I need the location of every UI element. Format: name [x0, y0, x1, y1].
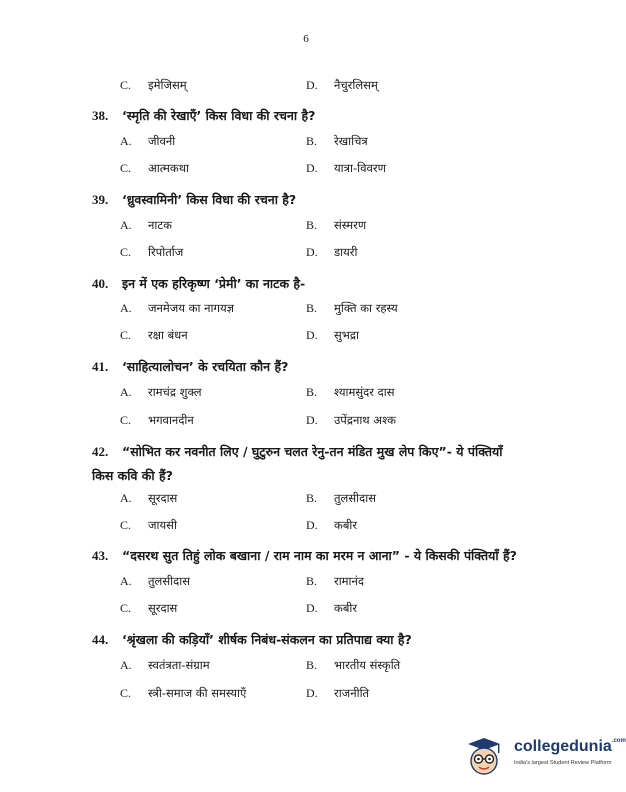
- question-number: 43.: [92, 548, 109, 563]
- option-text: कबीर: [334, 518, 358, 532]
- option-text: श्यामसुंदर दास: [334, 385, 395, 399]
- option-row: [0, 601, 612, 619]
- option-c: [120, 328, 188, 343]
- option-letter: A.: [120, 491, 132, 505]
- option-d: [306, 601, 357, 616]
- option-row: [0, 78, 612, 96]
- option-row: [0, 491, 612, 509]
- question-text: “दसरथ सुत तिहुं लोक बखाना / राम नाम का मरम न आना” - ये किसकी पंक्तियाँ हैं?: [122, 548, 517, 563]
- option-letter: D.: [306, 78, 318, 92]
- option-c: [120, 161, 189, 176]
- option-d: [306, 686, 369, 701]
- option-text: राजनीति: [334, 686, 370, 700]
- option-letter: C.: [120, 686, 132, 700]
- option-d: [306, 413, 396, 428]
- option-letter: C.: [120, 245, 132, 259]
- question-number: 38.: [92, 108, 109, 123]
- option-d: [306, 78, 378, 93]
- option-letter: C.: [120, 601, 132, 615]
- question-40: [92, 272, 532, 296]
- option-text: भारतीय संस्कृति: [334, 658, 401, 672]
- option-letter: D.: [306, 328, 318, 342]
- option-a: [120, 385, 202, 400]
- option-d: [306, 161, 386, 176]
- option-letter: C.: [120, 518, 132, 532]
- question-text: इन में एक हरिकृष्ण ‘प्रेमी’ का नाटक है-: [122, 276, 306, 291]
- option-text: इमेजिसम्: [148, 78, 187, 92]
- page-number: 6: [303, 33, 309, 45]
- option-letter: B.: [306, 134, 318, 148]
- logo-domain: .com: [611, 738, 626, 744]
- option-text: रामानंद: [334, 574, 365, 588]
- option-text: नाटक: [148, 218, 172, 232]
- logo-name: [514, 738, 626, 756]
- option-b: [306, 134, 368, 149]
- option-row: [0, 218, 612, 236]
- option-text: रेखाचित्र: [334, 134, 368, 148]
- option-a: [120, 301, 234, 316]
- option-text: भगवानदीन: [148, 413, 194, 427]
- option-c: [120, 518, 177, 533]
- question-44: [92, 628, 532, 652]
- option-row: [0, 301, 612, 319]
- option-letter: D.: [306, 161, 318, 175]
- question-41: [92, 355, 532, 379]
- option-row: [0, 686, 612, 704]
- option-text: जायसी: [148, 518, 177, 532]
- option-letter: A.: [120, 574, 132, 588]
- question-text-continued: किस कवि की हैं?: [92, 468, 173, 483]
- question-number: 41.: [92, 359, 109, 374]
- option-letter: C.: [120, 78, 132, 92]
- option-letter: A.: [120, 134, 132, 148]
- option-a: [120, 574, 190, 589]
- option-c: [120, 686, 246, 701]
- option-row: [0, 245, 612, 263]
- option-text: उपेंद्रनाथ अश्क: [334, 413, 396, 427]
- option-text: तुलसीदास: [334, 491, 376, 505]
- option-d: [306, 328, 359, 343]
- option-text: संस्मरण: [334, 218, 367, 232]
- question-number: 44.: [92, 632, 109, 647]
- option-text: मुक्ति का रहस्य: [334, 301, 398, 315]
- option-letter: B.: [306, 491, 318, 505]
- option-text: सूरदास: [148, 491, 178, 505]
- question-text: ‘स्मृति की रेखाएँ’ किस विधा की रचना है?: [122, 108, 316, 123]
- option-letter: C.: [120, 328, 132, 342]
- option-letter: B.: [306, 574, 318, 588]
- collegedunia-logo[interactable]: [458, 733, 626, 783]
- option-b: [306, 218, 366, 233]
- option-letter: C.: [120, 413, 132, 427]
- option-text: सुभद्रा: [334, 328, 359, 342]
- option-row: [0, 134, 612, 152]
- option-a: [120, 134, 175, 149]
- option-row: [0, 518, 612, 536]
- option-letter: D.: [306, 518, 318, 532]
- option-letter: A.: [120, 385, 132, 399]
- option-a: [120, 491, 177, 506]
- option-b: [306, 658, 400, 673]
- question-text: ‘श्रृंखला की कड़ियाँ’ शीर्षक निबंध-संकलन का प्रतिपाद्य क्या है?: [122, 632, 412, 647]
- option-a: [120, 218, 172, 233]
- option-letter: C.: [120, 161, 132, 175]
- option-row: [0, 161, 612, 179]
- question-number: 42.: [92, 444, 109, 459]
- mascot-icon: [462, 735, 506, 779]
- question-number: 40.: [92, 276, 109, 291]
- option-row: [0, 413, 612, 431]
- option-text: डायरी: [334, 245, 358, 259]
- option-letter: A.: [120, 218, 132, 232]
- option-c: [120, 413, 194, 428]
- question-38: [92, 104, 532, 128]
- option-letter: D.: [306, 601, 318, 615]
- option-text: कबीर: [334, 601, 358, 615]
- option-text: रामचंद्र शुक्ल: [148, 385, 202, 399]
- option-text: आत्मकथा: [148, 161, 190, 175]
- question-43: [92, 544, 562, 568]
- option-c: [120, 78, 187, 93]
- option-row: [0, 658, 612, 676]
- option-text: यात्रा-विवरण: [334, 161, 386, 175]
- option-text: सूरदास: [148, 601, 178, 615]
- option-b: [306, 574, 364, 589]
- question-number: 39.: [92, 192, 109, 207]
- option-row: [0, 574, 612, 592]
- question-text: ‘साहित्यालोचन’ के रचयिता कौन हैं?: [122, 359, 289, 374]
- option-b: [306, 385, 395, 400]
- option-d: [306, 245, 357, 260]
- option-text: नैचुरलिसम्: [334, 78, 378, 92]
- option-letter: D.: [306, 245, 318, 259]
- option-letter: A.: [120, 301, 132, 315]
- logo-tagline: India's largest Student Review Platform: [514, 760, 612, 766]
- option-letter: B.: [306, 385, 318, 399]
- option-b: [306, 491, 376, 506]
- option-row: [0, 385, 612, 403]
- option-text: स्त्री-समाज की समस्याएँ: [148, 686, 247, 700]
- logo-name-text: collegedunia: [514, 738, 612, 755]
- option-c: [120, 601, 177, 616]
- option-letter: D.: [306, 686, 318, 700]
- option-b: [306, 301, 398, 316]
- option-text: स्वतंत्रता-संग्राम: [148, 658, 210, 672]
- question-text: ‘ध्रुवस्वामिनी’ किस विधा की रचना है?: [122, 192, 297, 207]
- option-a: [120, 658, 210, 673]
- option-text: रक्षा बंधन: [148, 328, 188, 342]
- option-text: जनमेजय का नागयज्ञ: [148, 301, 234, 315]
- option-c: [120, 245, 183, 260]
- question-39: [92, 188, 532, 212]
- option-letter: B.: [306, 218, 318, 232]
- option-text: तुलसीदास: [148, 574, 190, 588]
- question-text: “सोभित कर नवनीत लिए / घुटुरुन चलत रेनु-तन मंडित मुख लेप किए”- ये पंक्तियाँ: [122, 444, 503, 459]
- option-letter: A.: [120, 658, 132, 672]
- option-letter: D.: [306, 413, 318, 427]
- option-text: जीवनी: [148, 134, 176, 148]
- option-row: [0, 328, 612, 346]
- question-42: [92, 440, 552, 488]
- option-letter: B.: [306, 658, 318, 672]
- option-letter: B.: [306, 301, 318, 315]
- option-text: रिपोर्ताज: [148, 245, 184, 259]
- option-d: [306, 518, 357, 533]
